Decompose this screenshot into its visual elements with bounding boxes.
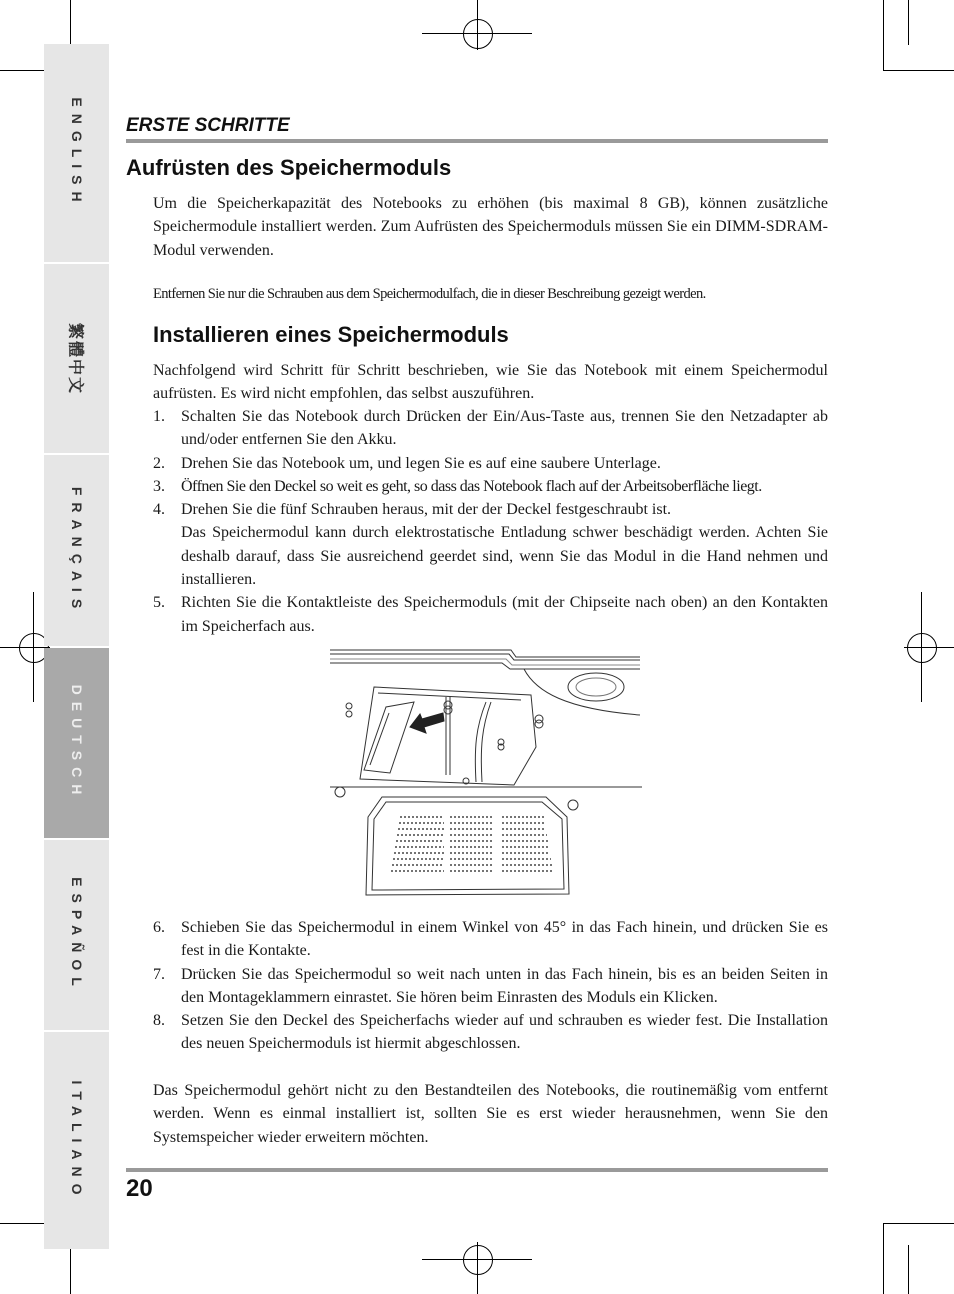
list-item [153,498,828,591]
page-title: Aufrüsten des Speichermoduls [126,155,452,180]
footer-rule [126,1168,828,1172]
section-subtitle: Installieren eines Speichermoduls [153,322,509,347]
tab-espanol-label: ESPAÑOL [68,877,85,993]
step-text: Schieben Sie das Speichermodul in einem Winkel von 45° in das Fach hinein, und drücken Sie es fest in die Kontakte. [181,919,828,960]
step-text: Richten Sie die Kontaktleiste des Speichermoduls (mit der Chipseite nach oben) an den Kontakten im Speicherfach aus. [181,594,828,635]
list-item [153,963,828,1010]
tab-traditional-chinese-label: 繁體中文 [66,322,83,395]
list-item [153,405,828,452]
closing-paragraph: Das Speichermodul gehört nicht zu den Bestandteilen des Notebooks, die routinemäßig vom entfernt werden. Wenn es einmal installiert ist, sollten Sie es erst wieder herausnehmen, wenn Sie den Systemspeicher wieder erweitern möchten. [153,1082,828,1146]
tab-espanol[interactable] [44,840,109,1030]
list-item [153,1009,828,1056]
language-sidebar [44,44,109,1249]
list-item [153,475,828,498]
step-number: 4. [153,501,165,519]
page-number: 20 [126,1175,153,1202]
tab-italiano[interactable] [44,1032,109,1249]
step-number: 6. [153,919,165,936]
list-item [153,591,828,638]
tab-francais-label: FRANÇAIS [68,486,85,615]
section-header: ERSTE SCHRITTE [126,115,290,136]
tab-traditional-chinese[interactable] [44,264,109,453]
step-text: Schalten Sie das Notebook durch Drücken der Ein/Aus-Taste aus, trennen Sie den Netzadapter ab und/oder entfernen Sie den Akku. [181,408,828,449]
tab-english[interactable] [44,44,109,262]
lead-paragraph: Nachfolgend wird Schritt für Schritt beschrieben, wie Sie das Notebook mit einem Speichermodul aufrüsten. Es wird nicht empfohlen, das selbst auszuführen. [153,362,828,403]
tab-deutsch[interactable] [44,648,109,838]
tab-italiano-label: ITALIANO [68,1079,85,1202]
step-number: 3. [153,477,165,495]
step-text: Drehen Sie das Notebook um, und legen Sie es auf eine saubere Unterlage. [181,454,661,472]
tab-english-label: ENGLISH [68,97,85,209]
step-number: 5. [153,594,165,612]
step-number: 8. [153,1012,165,1030]
step-warning: Das Speichermodul kann durch elektrostatische Entladung schwer beschädigt werden. Achten Sie deshalb darauf, dass Sie ausreichend geerdet sind, wenn Sie das Modul in die Hand nehmen und installieren. [181,524,828,589]
step-text: Drehen Sie die fünf Schrauben heraus, mit der der Deckel festgeschraubt ist. [181,501,672,519]
header-rule [126,139,828,143]
note-paragraph: Entfernen Sie nur die Schrauben aus dem Speichermodulfach, die in dieser Beschreibung gezeigt werden. [153,286,706,302]
step-number: 7. [153,965,165,983]
tab-francais[interactable] [44,455,109,646]
step-text: Setzen Sie den Deckel des Speicherfachs wieder auf und schrauben es wieder fest. Die Installation des neuen Speichermoduls ist hiermit abgeschlossen. [181,1012,828,1053]
list-item [153,916,828,963]
list-item [153,452,828,475]
step-number: 2. [153,454,165,472]
step-text: Drücken Sie das Speichermodul so weit nach unten in das Fach hinein, bis es an beiden Seiten in den Montageklammern einrastet. Sie hören beim Einrasten des Moduls ein Klicken. [181,965,828,1006]
intro-paragraph: Um die Speicherkapazität des Notebooks zu erhöhen (bis maximal 8 GB), können zusätzliche Speichermodule installiert werden. Zum Aufrüsten des Speichermoduls müssen Sie ein DIMM-SDRAM-Modul verwenden. [153,195,828,259]
steps-list-a [153,405,828,638]
step-number: 1. [153,408,165,425]
step-text: Öffnen Sie den Deckel so weit es geht, so dass das Notebook flach auf der Arbeitsoberfläche liegt. [181,477,762,495]
steps-list-b [153,916,828,1056]
tab-deutsch-label: DEUTSCH [68,684,85,802]
memory-compartment-illustration [326,647,646,897]
